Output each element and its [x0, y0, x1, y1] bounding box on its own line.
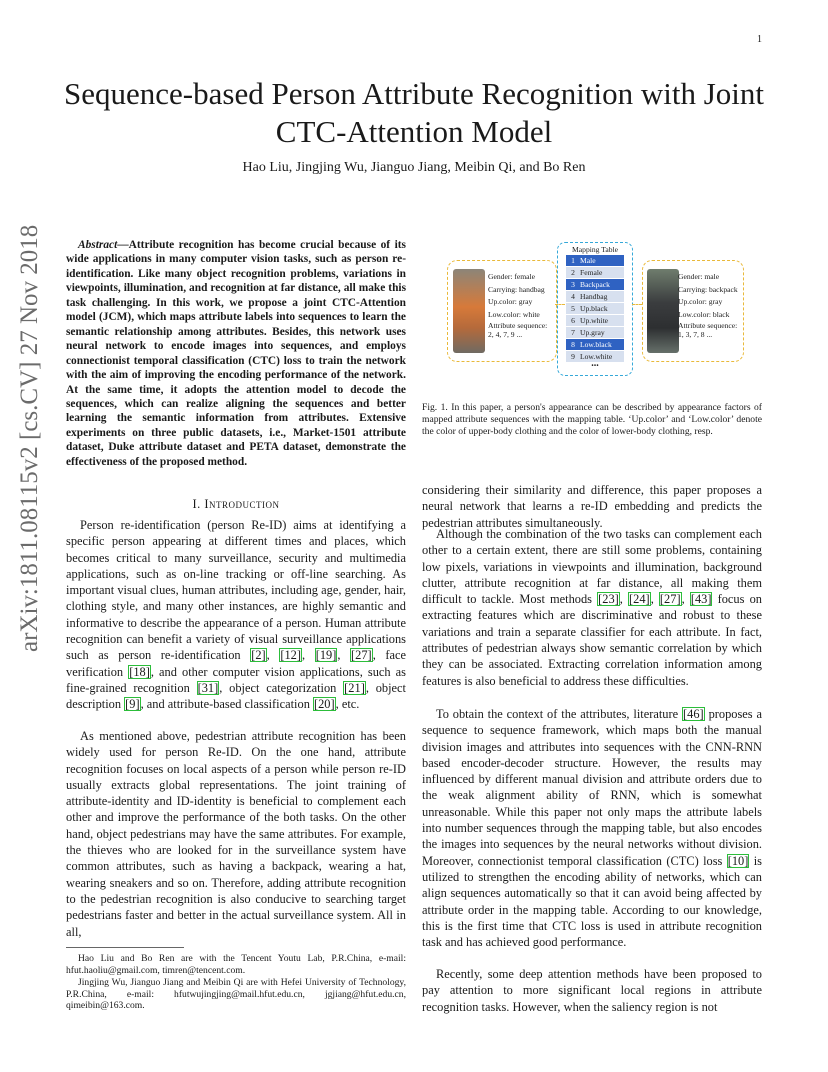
right-paragraph-0: considering their similarity and difference, this paper proposes a neural network that learns a re-ID embedding and predicts the pedestrian attributes simultaneously. — [422, 483, 762, 530]
intro-paragraph-1: Person re-identification (person Re-ID) aims at identifying a specific person appearing at different times and places, which becomes critical to many surveillance, security and multimedia applications, such as on-line tracking or off-line searching. As important visual clues, human attributes, including age, gender, hair, clothing style, and many other instances, are highly semantic and informative to describe the appearance of a person. Human attribute recognition can benefit a variety of visual surveillance applications such as person re-identification [2], [12], [19], [27], face verification [18], and other computer vision applications, such as fine-grained recognition [31], object categorization [21], object description [9], and attribute-based classification [20], etc. — [66, 518, 406, 712]
abstract — [66, 238, 406, 469]
pedestrian-image-male — [647, 269, 679, 353]
right-paragraph-2: To obtain the context of the attributes, literature [46] proposes a sequence to sequence framework, which maps both the manual division images and attributes into sequences with the CNN-RNN based encoder-decoder structure. However, the results may influenced by different manual division and attribute orders due to the weak alignment ability of RNN, which is somewhat unreasonable. While this paper not only maps the attribute labels into number sequences through the mapping table, but also encodes the images into sequences by the neural networks without division. Moreover, connectionist temporal classification (CTC) loss [10] is utilized to strengthen the encoding ability of networks, which can align sequences automatically so that it can avoid being affected by attribute order in the mapping table. According to our knowledge, this is the first time that CTC loss is used in attribute recognition task and has achieved good performance. — [422, 707, 763, 950]
figure-1 — [422, 242, 762, 392]
citation-link[interactable]: [31] — [197, 680, 219, 695]
mapping-table-row: 1 Male — [566, 255, 624, 266]
mapping-table-row: 9 Low.white — [566, 351, 624, 362]
mapping-table-row: 5 Up.black — [566, 303, 624, 314]
citation-link[interactable]: [43] — [690, 592, 712, 607]
citation-link[interactable]: [9] — [125, 697, 140, 712]
mapping-table-title: Mapping Table — [572, 245, 618, 254]
author-list: Hao Liu, Jingjing Wu, Jianguo Jiang, Meibin Qi, and Bo Ren — [242, 160, 586, 175]
male-attribute-labels: Gender: male Carrying: backpack Up.color: gray Low.color: black Attribute sequence: 1, 3, 7, 8 ... — [678, 272, 738, 339]
right-paragraph-3: Recently, some deep attention methods have been proposed to pay attention to more significant local regions in attribute recognition tasks. However, when the saliency region is not — [422, 967, 762, 1014]
citation-link[interactable]: [12] — [280, 648, 301, 663]
citation-link[interactable]: [21] — [344, 680, 365, 695]
abstract-text: —Attribute recognition has become crucial because of its wide applications in many computer vision tasks, such as person re-identification. Like many object recognition problems, variations in viewpoints, illumination, and recognition at far distance, all make this task challenging. In this work, we propose a joint CTC-Attention model (JCM), which maps attribute labels into sequences to learn the semantic relationship among attributes. Besides, this network uses neural network to encode images into sequences, and employs connectionist temporal classification (CTC) loss to train the network with the aim of improving the encoding performance of the network. At the same time, it adopts the attention model to decode the sequences, which can realize aligning the sequences and better learning the semantic information from attributes. Extensive experiments on three public datasets, i.e., Market-1501 attribute dataset, Duke attribute dataset and PETA dataset, demonstrate the effectiveness of the proposed method. — [66, 239, 406, 468]
pedestrian-image-female — [453, 269, 485, 353]
mapping-table-row: 3 Backpack — [566, 279, 624, 290]
mapping-table — [557, 242, 633, 376]
connector-right — [632, 304, 642, 305]
footnote-rule — [66, 947, 184, 948]
mapping-table-more: ... — [591, 358, 599, 369]
citation-link[interactable]: [27] — [659, 592, 681, 607]
citation-link[interactable]: [10] — [727, 853, 749, 868]
citation-link[interactable]: [23] — [598, 592, 619, 607]
citation-link[interactable]: [18] — [129, 664, 150, 679]
citation-link[interactable]: [46] — [683, 707, 704, 721]
right-paragraph-1: Although the combination of the two tasks can complement each other to a certain extent, there are still some problems, containing low pixels, variations in viewpoints and illumination, background clutter, attribute recognition at far distance, all making them difficult to tackle. Most methods [23], [24], [27], [43] focus on extracting features which are discriminative and robust to these variations and train a separate classifier for each attribute. In fact, attributes of pedestrian always show semantic correlation by which they can be associated. Extracting correlation information among features is also beneficial to address these difficulties. — [422, 527, 762, 688]
citation-link[interactable]: [24] — [629, 592, 650, 607]
figure-caption: Fig. 1. In this paper, a person's appearance can be described by appearance factors of mapped attribute sequences with the mapping table. ‘Up.color’ and ‘Low.color’ denote the color of upper-body clothing and the color of lower-body clothing, resp. — [422, 402, 762, 437]
arxiv-identifier: arXiv:1811.08115v2 [cs.CV] 27 Nov 2018 — [16, 224, 43, 652]
citation-link[interactable]: [27] — [351, 648, 372, 663]
footnote-2: Jingjing Wu, Jianguo Jiang and Meibin Qi are with Hefei University of Technology, P.R.China, e-mail: hfutwujingjing@mail.hfut.edu.cn, jgjiang@hfut.edu.cn, qimeibin@163.com. — [66, 977, 406, 1012]
section-title: Introduction — [204, 497, 280, 511]
mapping-table-row: 7 Up.gray — [566, 327, 624, 338]
paper-title: Sequence-based Person Attribute Recognition with Joint CTC-Attention Model — [64, 76, 764, 149]
citation-link[interactable]: [19] — [315, 648, 337, 663]
mapping-table-row: 4 Handbag — [566, 291, 624, 302]
section-heading — [66, 497, 406, 512]
footnote-1: Hao Liu and Bo Ren are with the Tencent Youtu Lab, P.R.China, e-mail: hfut.haoliu@gmail.com, timren@tencent.com. — [66, 953, 406, 976]
abstract-lead: Abstract — [78, 239, 118, 251]
female-attribute-labels: Gender: female Carrying: handbag Up.color: gray Low.color: white Attribute sequence: 2, 4, 7, 9 ... — [488, 272, 548, 339]
mapping-table-row: 6 Up.white — [566, 315, 624, 326]
intro-paragraph-2: As mentioned above, pedestrian attribute recognition has been widely used for person Re-ID. On the one hand, attribute recognition focuses on local aspects of a person while person re-ID usually extracts global representations. The joint training of attribute-identity and ID-identity is beneficial to complement each other and improve the performance of the both tasks. On the other hand, object pedestrians may have the same attributes. For example, the thieves who are looked for in the surveillance system have common attributes, such as having a backpack, wearing a hat, wearing sneakers and so on. Therefore, adding attribute recognition to the pedestrian recognition is also conducive to searching target pedestrians faster and better in the actual surveillance system. All in all, — [66, 729, 406, 939]
section-number: I. — [192, 497, 201, 511]
male-example-panel — [642, 260, 744, 362]
mapping-table-row: 8 Low.black — [566, 339, 624, 350]
mapping-table-row: 2 Female — [566, 267, 624, 278]
female-example-panel — [447, 260, 557, 362]
citation-link[interactable]: [2] — [251, 648, 266, 663]
citation-link[interactable]: [20] — [313, 697, 335, 712]
page-number: 1 — [757, 34, 762, 45]
